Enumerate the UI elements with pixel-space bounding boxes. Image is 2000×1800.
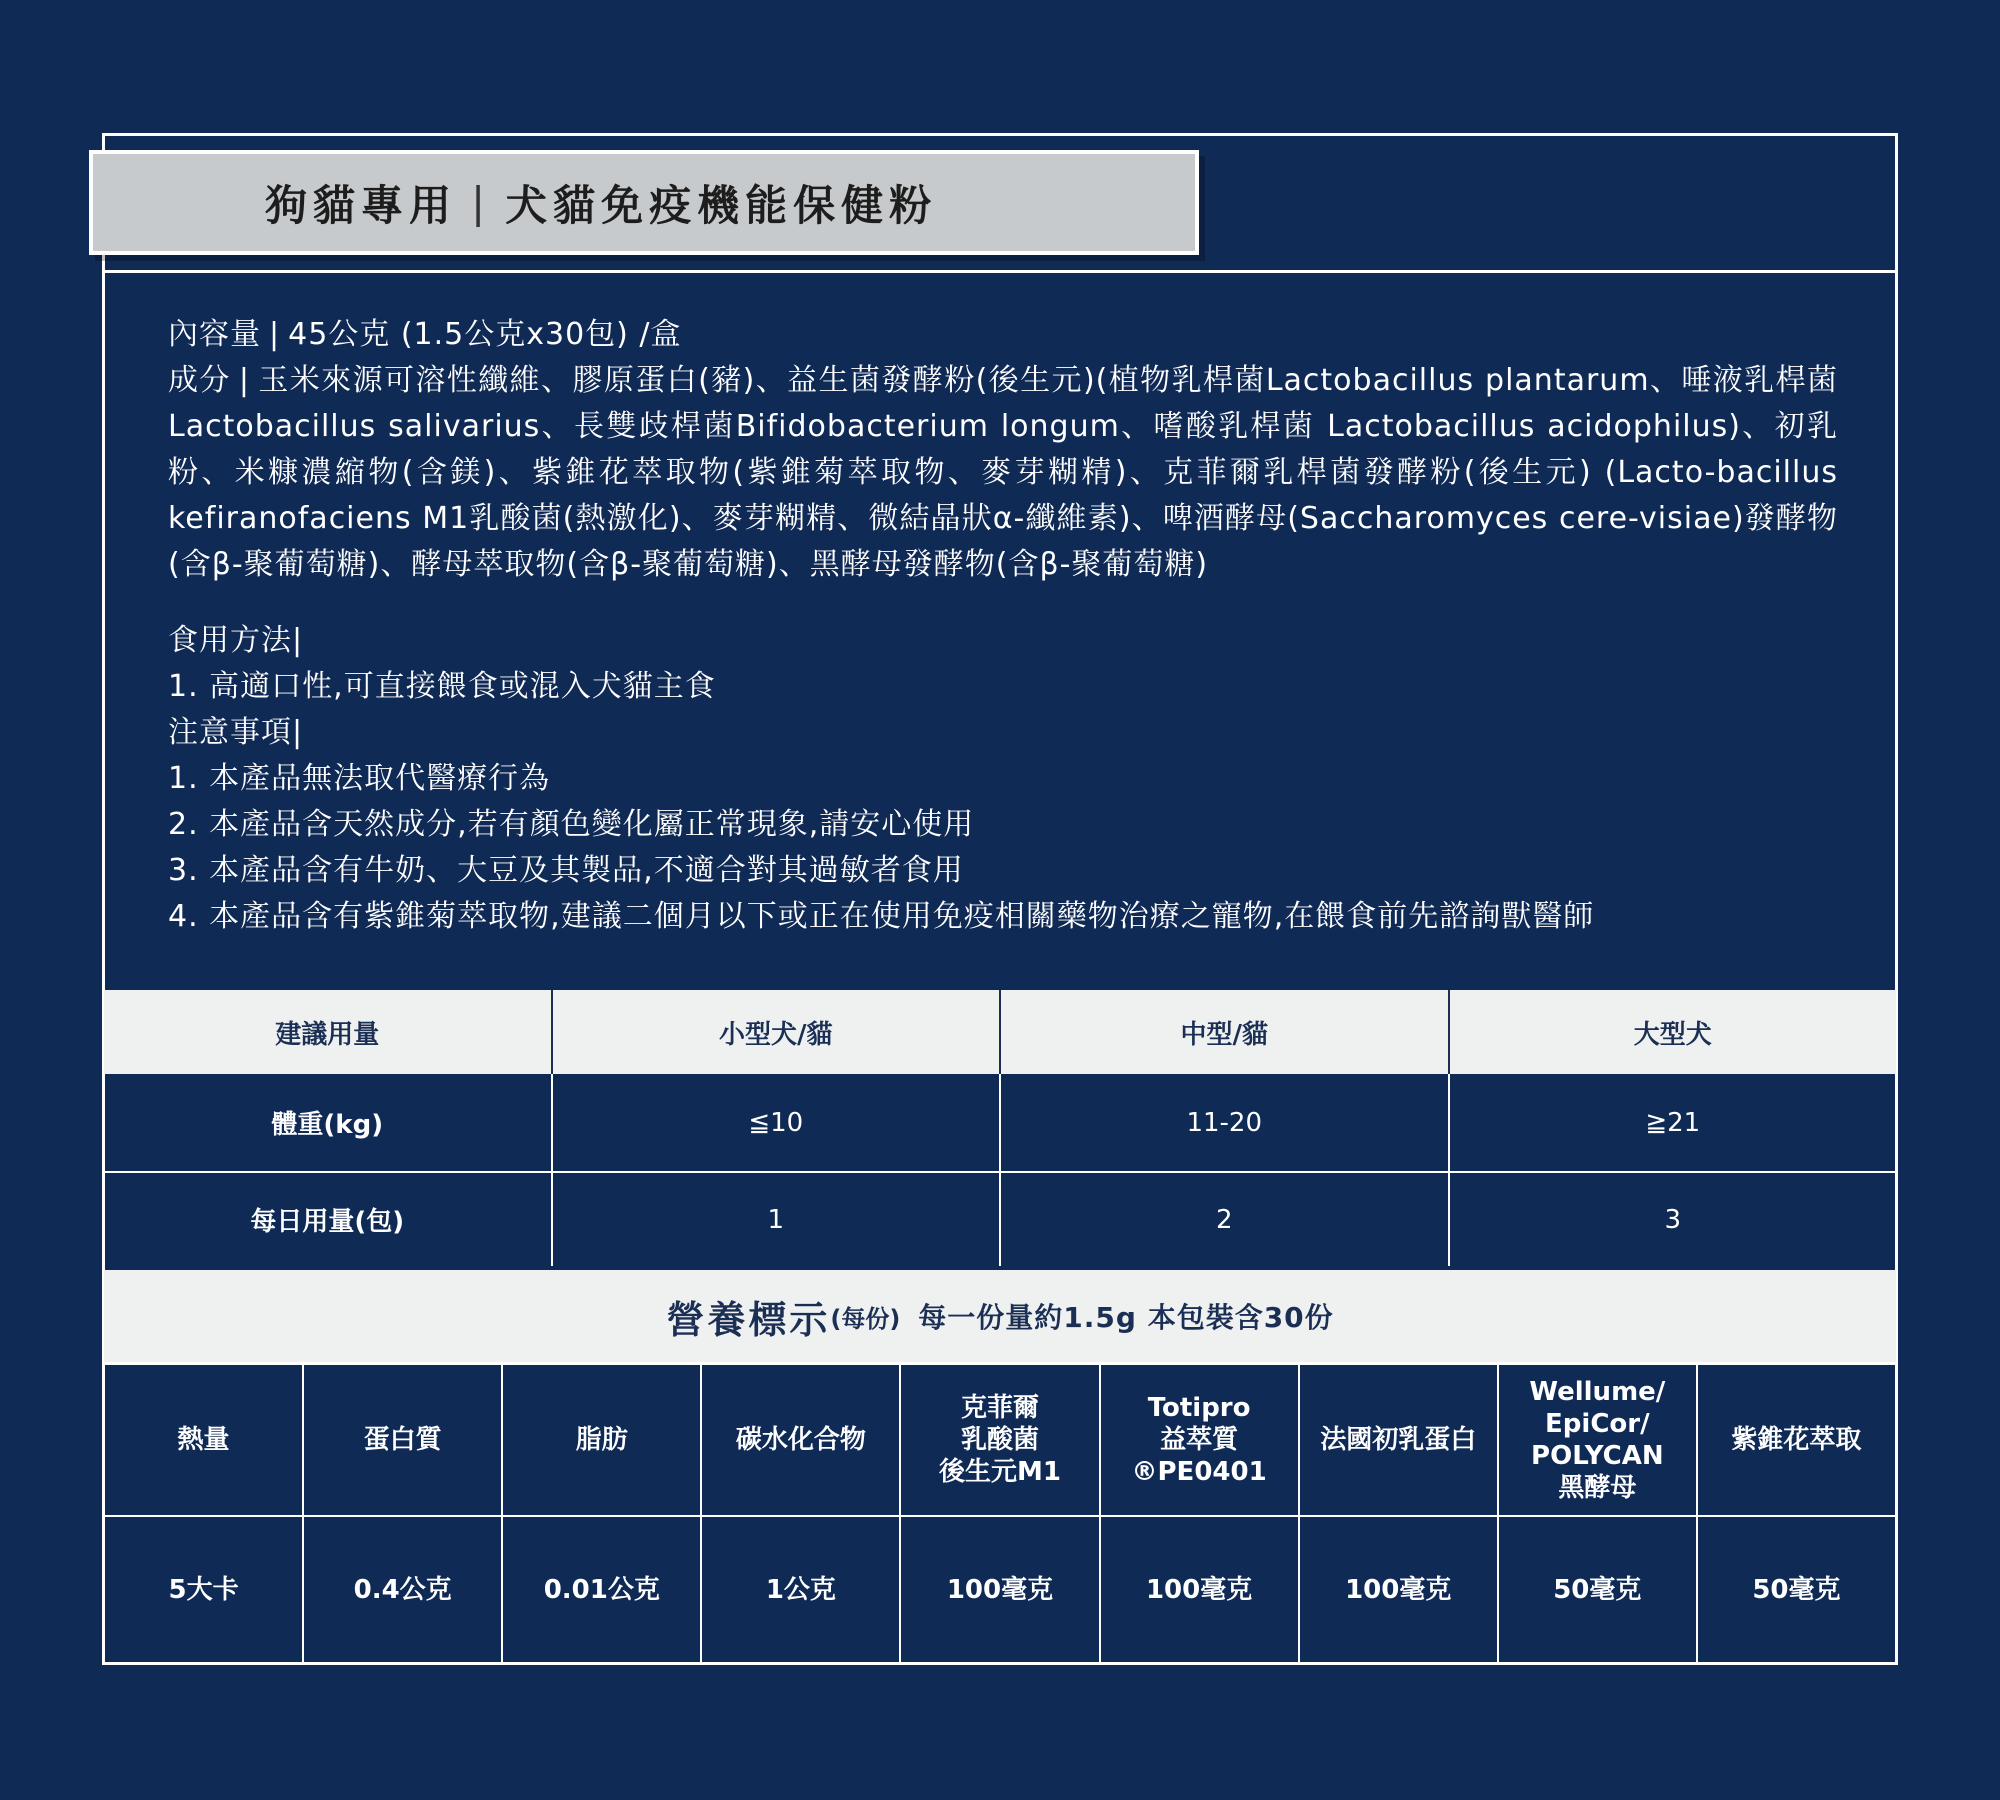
usage-item: 1. 高適口性,可直接餵食或混入犬貓主食 — [168, 669, 716, 704]
table-row — [104, 1074, 1896, 1173]
dosage-cell: 每日用量(包) — [250, 1207, 405, 1237]
usage-label: 食用方法| — [168, 623, 304, 658]
nutrition-description: 每一份量約1.5g 本包裝含30份 — [918, 1301, 1334, 1334]
dosage-header-row — [104, 990, 1896, 1074]
dosage-header-cell: 建議用量 — [275, 1019, 380, 1050]
nutrition-header-cell: 碳水化合物 — [700, 1365, 899, 1515]
notes-item: 2. 本產品含天然成分,若有顏色變化屬正常現象,請安心使用 — [168, 807, 975, 842]
dosage-cell: 3 — [1448, 1173, 1897, 1266]
nutrition-header-cell: 紫錐花萃取 — [1696, 1365, 1895, 1515]
nutrition-value-cell: 100毫克 — [1298, 1517, 1497, 1662]
nutrition-header — [104, 1270, 1896, 1362]
nutrition-header-cell: 熱量 — [177, 1425, 230, 1455]
nutrition-subtitle: (每份) — [830, 1304, 901, 1333]
nutrition-header-cell: Totipro 益萃質 ®PE0401 — [1099, 1365, 1298, 1515]
nutrition-value-cell: 0.4公克 — [302, 1517, 501, 1662]
nutrition-header-cell: 脂肪 — [501, 1365, 700, 1515]
dosage-header-cell: 中型/貓 — [999, 990, 1448, 1074]
nutrition-value-cell: 1公克 — [700, 1517, 899, 1662]
notes-item: 3. 本產品含有牛奶、大豆及其製品,不適合對其過敏者食用 — [168, 853, 964, 888]
product-title — [89, 150, 1199, 255]
nutrition-value-cell: 100毫克 — [899, 1517, 1098, 1662]
dosage-cell: ≧21 — [1448, 1074, 1897, 1171]
nutrition-value-cell: 50毫克 — [1497, 1517, 1696, 1662]
nutrition-header-cell: 克菲爾 乳酸菌 後生元M1 — [899, 1365, 1098, 1515]
dosage-cell: 1 — [551, 1173, 1000, 1266]
dosage-header-cell: 小型犬/貓 — [551, 990, 1000, 1074]
table-row — [104, 1173, 1896, 1266]
volume-label: 內容量 — [168, 317, 261, 352]
notes-item: 4. 本產品含有紫錐菊萃取物,建議二個月以下或正在使用免疫相關藥物治療之寵物,在餵食前先諮詢獸醫師 — [168, 899, 1595, 934]
nutrition-title: 營養標示 — [666, 1297, 831, 1342]
dosage-header-cell: 大型犬 — [1448, 990, 1897, 1074]
ingredients-label: 成分 — [168, 363, 231, 398]
nutrition-header-cell: Wellume/ EpiCor/ POLYCAN 黑酵母 — [1497, 1365, 1696, 1515]
dosage-table — [104, 990, 1896, 1266]
table-row — [105, 1517, 1895, 1662]
dosage-cell: 2 — [999, 1173, 1448, 1266]
nutrition-header-cell: 法國初乳蛋白 — [1298, 1365, 1497, 1515]
volume-line: 內容量 | 45公克 (1.5公克x30包) /盒 — [168, 317, 682, 352]
nutrition-value-cell: 100毫克 — [1099, 1517, 1298, 1662]
title-product-name: 犬貓免疫機能保健粉 — [505, 180, 938, 230]
volume-value: 45公克 (1.5公克x30包) /盒 — [288, 317, 682, 352]
nutrition-table — [102, 1362, 1898, 1665]
dosage-cell: ≦10 — [551, 1074, 1000, 1171]
title-separator: | — [471, 178, 492, 227]
dosage-cell: 體重(kg) — [271, 1110, 384, 1140]
nutrition-value-cell: 5大卡 — [168, 1574, 239, 1605]
nutrition-header-row — [105, 1365, 1895, 1517]
notes-item: 1. 本產品無法取代醫療行為 — [168, 761, 551, 796]
title-category: 狗貓專用 — [265, 180, 458, 230]
notes-label: 注意事項| — [168, 715, 304, 750]
ingredients-value: 玉米來源可溶性纖維、膠原蛋白(豬)、益生菌發酵粉(後生元)(植物乳桿菌Lactobacillus plantarum、唾液乳桿菌Lactobacillus salivarius、長雙歧桿菌Bifidobacterium longum、嗜酸乳桿菌 Lactobacillus acidophilus)、初乳粉、米糠濃縮物(含鎂)、紫錐花萃取物(紫錐菊萃取物、麥芽糊精)、克菲爾乳桿菌發酵粉(後生元) (Lacto-bacillus kefiranofaciens M1乳酸菌(熱激化)、麥芽糊精、微結晶狀α-纖維素)、啤酒酵母(Saccharomyces cere-visiae)發酵物(含β-聚葡萄糖)、酵母萃取物(含β-聚葡萄糖)、黑酵母發酵物(含β-聚葡萄糖) — [168, 363, 1839, 582]
ingredients-line: 成分 | 玉米來源可溶性纖維、膠原蛋白(豬)、益生菌發酵粉(後生元)(植物乳桿菌Lactobacillus plantarum、唾液乳桿菌Lactobacillus salivarius、長雙歧桿菌Bifidobacterium longum、嗜酸乳桿菌 Lactobacillus acidophilus)、初乳粉、米糠濃縮物(含鎂)、紫錐花萃取物(紫錐菊萃取物、麥芽糊精)、克菲爾乳桿菌發酵粉(後生元) (Lacto-bacillus kefiranofaciens M1乳酸菌(熱激化)、麥芽糊精、微結晶狀α-纖維素)、啤酒酵母(Saccharomyces cere-visiae)發酵物(含β-聚葡萄糖)、酵母萃取物(含β-聚葡萄糖)、黑酵母發酵物(含β-聚葡萄糖) — [168, 363, 1839, 582]
nutrition-value-cell: 50毫克 — [1696, 1517, 1895, 1662]
dosage-cell: 11-20 — [999, 1074, 1448, 1171]
title-divider — [102, 270, 1898, 273]
product-info — [168, 312, 1838, 940]
nutrition-value-cell: 0.01公克 — [501, 1517, 700, 1662]
nutrition-header-cell: 蛋白質 — [302, 1365, 501, 1515]
